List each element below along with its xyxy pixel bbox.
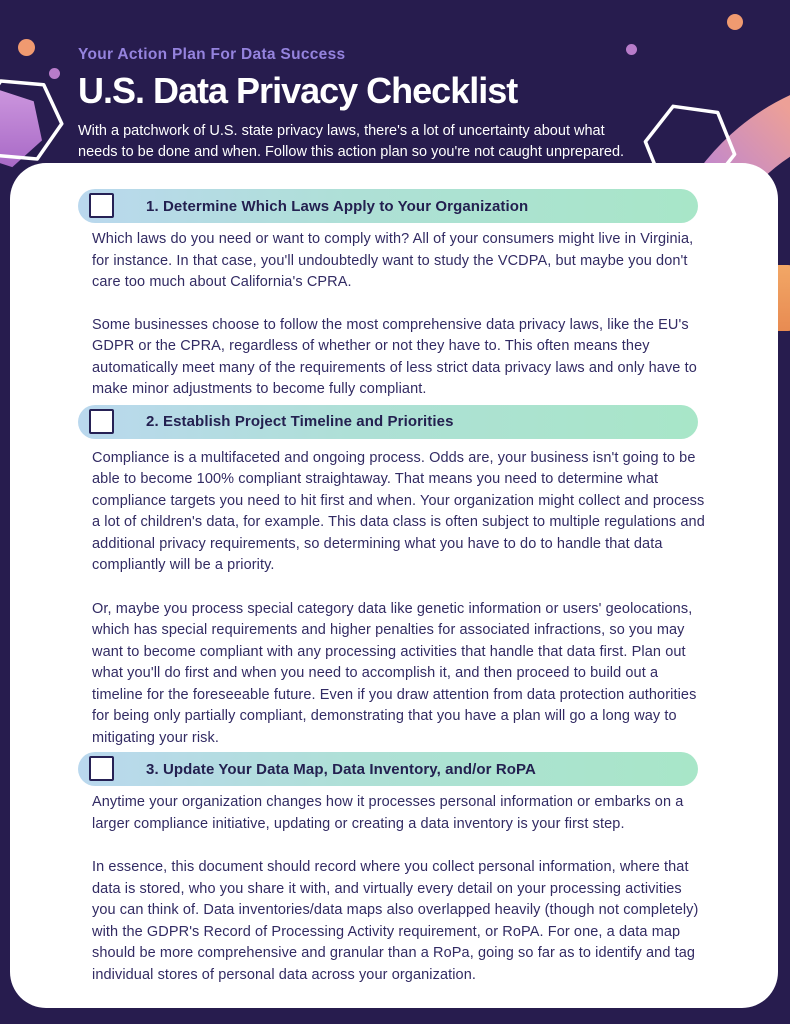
checklist-item-3-label: 3. Update Your Data Map, Data Inventory, and/or RoPA [146,760,536,778]
subtitle-line: needs to be done and when. Follow this action plan so you're not caught unprepared. [78,144,625,160]
checklist-item-1-checkbox[interactable] [89,193,114,218]
checklist-item-3-header [78,752,698,786]
checklist-card [10,163,778,1008]
checklist-item-2-paragraph: Compliance is a multifaceted and ongoing process. Odds are, your business isn't going to be able to become 100% compliant straightaway. That means you need to determine what compliance targets you need to hit first and when. Your organization might collect and process a lot of children's data, for example. This data class is often subject to multiple regulations and additional privacy requirements, so determining what you have to do to handle that data compliantly will be a priority. [92,449,705,573]
checklist-item-2-label: 2. Establish Project Timeline and Priorities [146,413,454,430]
checklist-item-1-header [78,189,698,223]
checklist-item-3-checkbox[interactable] [89,756,114,781]
purple-dot-icon [626,44,637,55]
page-subtitle [78,121,624,163]
checklist-item-2-paragraph: Or, maybe you process special category data like genetic information or users' geolocations, which has special requirements and higher penalties for associated infractions, so you may want to become compliant with any processing activities that handle that data first. Plan out what you'll do first and when you need to accomplish it, and then proceed to build out a timeline for the foreseeable future. Even if you draw attention from data protection authorities for being only partially compliant, demonstrating that you have a plan will go a long way to mitigating your risk. [92,600,697,746]
checklist-item-1-label: 1. Determine Which Laws Apply to Your Organization [146,197,529,215]
orange-dot-icon [18,39,35,56]
checklist-item-3-paragraph: Anytime your organization changes how it processes personal information or embarks on a larger compliance initiative, updating or creating a data inventory is your first step. [92,794,684,832]
page-header [78,46,624,163]
eyebrow-text: Your Action Plan For Data Success [78,46,346,63]
orange-dot-icon [727,14,743,30]
page-title: U.S. Data Privacy Checklist [78,70,518,111]
checklist-item-2-checkbox[interactable] [89,409,114,434]
checklist-item-1-paragraph: Some businesses choose to follow the most comprehensive data privacy laws, like the EU's GDPR or the CPRA, regardless of whether or not they have to. This often means they automatically meet many of the requirements of less strict data privacy laws and only have to make minor adjustments to become fully compliant. [92,316,697,397]
subtitle-line: With a patchwork of U.S. state privacy laws, there's a lot of uncertainty about what [78,123,605,139]
checklist-item-2-header [78,405,698,439]
checklist-item-3-paragraph: In essence, this document should record where you collect personal information, where that data is stored, who you share it with, and virtually every detail on your processing activities you can think of. Data inventories/data maps also overlapped heavily (though not completely) with the GDPR's Record of Processing Activity requirement, or RoPA. For one, a data map should be more comprehensive and granular than a RoPa, going so far as to identify and tag individual stores of personal data across your organization. [92,859,699,983]
checklist-item-1-paragraph: Which laws do you need or want to comply with? All of your consumers might live in Virginia, for instance. In that case, you'll undoubtedly want to study the VCDPA, but maybe you don't care too much about California's CPRA. [92,231,694,290]
